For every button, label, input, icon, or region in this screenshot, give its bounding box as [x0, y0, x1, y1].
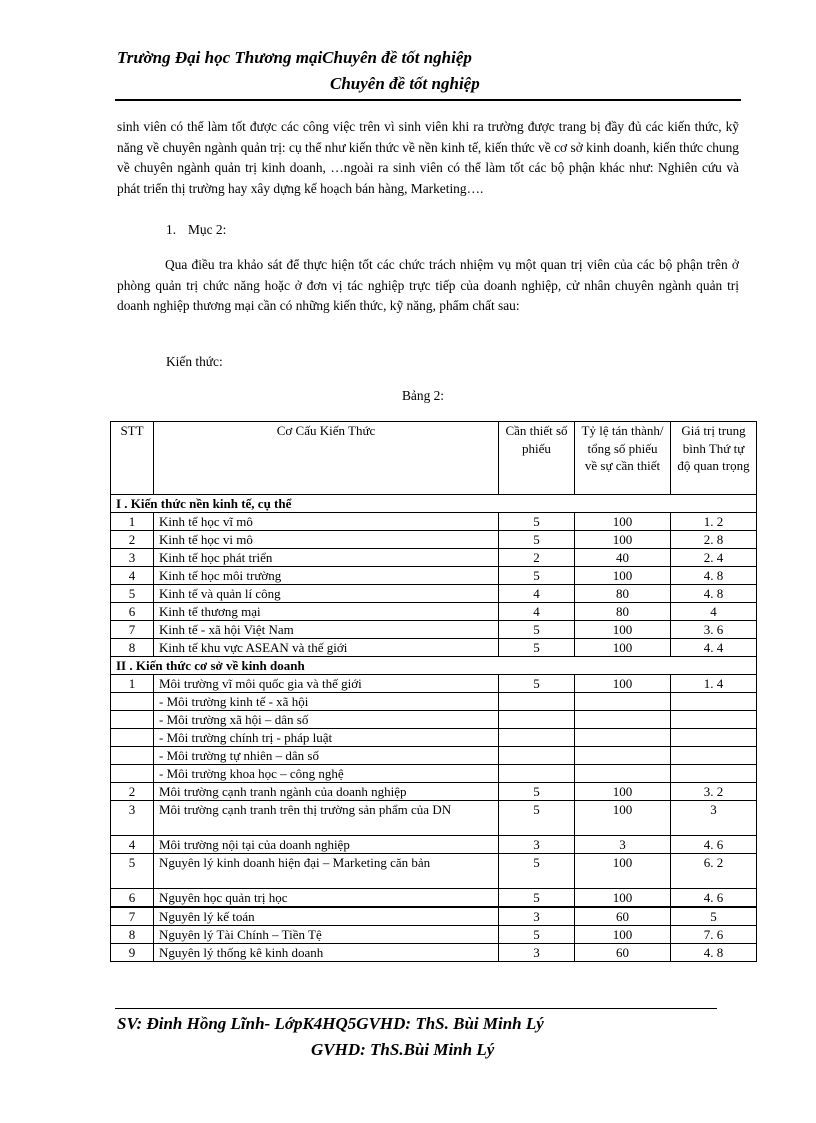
- cell-avg: 2. 8: [671, 531, 757, 549]
- cell-votes: 5: [499, 783, 575, 801]
- sub-row: [111, 711, 757, 729]
- cell-name: Nguyên học quản trị học: [154, 889, 499, 908]
- cell-ratio: 100: [575, 513, 671, 531]
- cell-avg: 1. 2: [671, 513, 757, 531]
- section-title-2: II . Kiến thức cơ sở về kinh doanh: [111, 657, 757, 675]
- cell-avg: 4. 8: [671, 585, 757, 603]
- table-row: [111, 549, 757, 567]
- cell-ratio: 100: [575, 567, 671, 585]
- cell-stt: 5: [111, 585, 154, 603]
- section-2-rows: [111, 783, 757, 962]
- cell-empty: [575, 693, 671, 711]
- cell-name: Nguyên lý kinh doanh hiện đại – Marketing căn bản: [154, 854, 499, 889]
- cell-votes: 5: [499, 926, 575, 944]
- cell-stt: 3: [111, 801, 154, 836]
- knowledge-table: [110, 421, 757, 962]
- cell-sub-name: - Môi trường khoa học – công nghệ: [154, 765, 499, 783]
- paragraph-intro: sinh viên có thể làm tốt được các công việc trên vì sinh viên khi ra trường được trang bị đầy đủ các kiến thức, kỹ năng về chuyên ngành quản trị: cụ thể như kiến thức về nền kinh tế, kiến thức về cơ sở kinh doanh, kiến thức chung về chuyên ngành quản trị kinh doanh, …ngoài ra sinh viên có thể làm tốt các bộ phận khác như: Nghiên cứu và phát triển thị trường hay xây dựng kế hoạch bán hàng, Marketing….: [117, 119, 739, 196]
- cell-sub-name: - Môi trường kinh tế - xã hội: [154, 693, 499, 711]
- table-row: [111, 513, 757, 531]
- footer-rule: [115, 1008, 717, 1009]
- cell-name: Môi trường cạnh tranh trên thị trường sản phẩm của DN: [154, 801, 499, 836]
- cell-votes: 4: [499, 585, 575, 603]
- header-avg: Giá trị trung bình Thứ tự độ quan trọng: [671, 422, 757, 495]
- section-1-rows: [111, 513, 757, 657]
- cell-sub-name: - Môi trường chính trị - pháp luật: [154, 729, 499, 747]
- list-item-muc-2: [166, 222, 226, 238]
- cell-avg: 5: [671, 907, 757, 926]
- table-row: [111, 639, 757, 657]
- cell-votes: 5: [499, 639, 575, 657]
- cell-ratio: 60: [575, 907, 671, 926]
- cell-stt: 6: [111, 889, 154, 908]
- cell-avg: 4. 8: [671, 567, 757, 585]
- cell-empty: [575, 711, 671, 729]
- table-row: [111, 836, 757, 854]
- cell-empty: [111, 693, 154, 711]
- cell-stt: 2: [111, 783, 154, 801]
- cell-avg: 3. 6: [671, 621, 757, 639]
- cell-ratio: 100: [575, 531, 671, 549]
- header-title: Trường Đại học Thương mạiChuyên đề tốt nghiệp: [117, 48, 472, 67]
- cell-avg: 4. 6: [671, 889, 757, 908]
- cell-stt: 8: [111, 639, 154, 657]
- sub-row: [111, 693, 757, 711]
- cell-empty: [671, 711, 757, 729]
- cell-empty: [671, 693, 757, 711]
- cell-empty: [111, 729, 154, 747]
- list-item-number: 1.: [166, 222, 177, 237]
- table-row: [111, 567, 757, 585]
- header-subtitle: Chuyên đề tốt nghiệp: [330, 74, 480, 93]
- cell-ratio: 100: [575, 801, 671, 836]
- cell-empty: [499, 765, 575, 783]
- cell-stt: 1: [111, 513, 154, 531]
- cell-name: Nguyên lý kế toán: [154, 907, 499, 926]
- cell-name: Nguyên lý thống kê kinh doanh: [154, 944, 499, 962]
- cell-votes: 5: [499, 675, 575, 693]
- cell-stt: 7: [111, 621, 154, 639]
- header-ratio: Tỷ lệ tán thành/ tổng số phiếu về sự cần thiết: [575, 422, 671, 495]
- table-row: [111, 907, 757, 926]
- cell-empty: [575, 729, 671, 747]
- cell-name: Nguyên lý Tài Chính – Tiền Tệ: [154, 926, 499, 944]
- header-structure: Cơ Cấu Kiến Thức: [154, 422, 499, 495]
- cell-empty: [111, 765, 154, 783]
- cell-stt: 9: [111, 944, 154, 962]
- cell-avg: 4: [671, 603, 757, 621]
- cell-empty: [111, 747, 154, 765]
- cell-ratio: 3: [575, 836, 671, 854]
- cell-votes: 2: [499, 549, 575, 567]
- cell-stt: 6: [111, 603, 154, 621]
- cell-name: Môi trường cạnh tranh ngành của doanh nghiệp: [154, 783, 499, 801]
- table-header-row: [111, 422, 757, 495]
- cell-name: Môi trường vĩ môi quốc gia và thế giới: [154, 675, 499, 693]
- sub-row: [111, 747, 757, 765]
- cell-stt: 2: [111, 531, 154, 549]
- table-row: [111, 944, 757, 962]
- cell-votes: 3: [499, 944, 575, 962]
- table-row: [111, 854, 757, 889]
- cell-votes: 3: [499, 836, 575, 854]
- cell-empty: [671, 729, 757, 747]
- header-stt: STT: [111, 422, 154, 495]
- cell-stt: 4: [111, 567, 154, 585]
- cell-avg: 7. 6: [671, 926, 757, 944]
- cell-avg: 6. 2: [671, 854, 757, 889]
- cell-votes: 5: [499, 801, 575, 836]
- cell-stt: 8: [111, 926, 154, 944]
- cell-sub-name: - Môi trường xã hội – dân số: [154, 711, 499, 729]
- sub-row: [111, 729, 757, 747]
- cell-avg: 4. 8: [671, 944, 757, 962]
- cell-votes: 5: [499, 889, 575, 908]
- table-row: [111, 531, 757, 549]
- cell-empty: [499, 693, 575, 711]
- table-row: [111, 926, 757, 944]
- cell-name: Kinh tế và quản lí công: [154, 585, 499, 603]
- cell-avg: 1. 4: [671, 675, 757, 693]
- cell-votes: 5: [499, 854, 575, 889]
- section-row: [111, 657, 757, 675]
- knowledge-label: Kiến thức:: [166, 354, 223, 369]
- cell-ratio: 100: [575, 926, 671, 944]
- section-row: [111, 495, 757, 513]
- cell-name: Kinh tế học môi trường: [154, 567, 499, 585]
- cell-avg: 3: [671, 801, 757, 836]
- table-caption: Bảng 2:: [402, 388, 445, 403]
- cell-votes: 5: [499, 567, 575, 585]
- cell-name: Kinh tế học vĩ mô: [154, 513, 499, 531]
- table-row: [111, 585, 757, 603]
- header-rule: [115, 99, 741, 101]
- cell-ratio: 100: [575, 889, 671, 908]
- list-item-label: Mục 2:: [188, 222, 227, 237]
- cell-sub-name: - Môi trường tự nhiên – dân số: [154, 747, 499, 765]
- cell-empty: [499, 747, 575, 765]
- footer-supervisor: GVHD: ThS.Bùi Minh Lý: [311, 1040, 495, 1059]
- cell-votes: 5: [499, 531, 575, 549]
- footer-student: SV: Đinh Hồng Lĩnh- LớpK4HQ5GVHD: ThS. Bùi Minh Lý: [117, 1014, 544, 1033]
- cell-ratio: 100: [575, 783, 671, 801]
- cell-empty: [499, 729, 575, 747]
- cell-votes: 5: [499, 621, 575, 639]
- cell-ratio: 60: [575, 944, 671, 962]
- cell-empty: [671, 747, 757, 765]
- table-row: [111, 675, 757, 693]
- cell-avg: 4. 4: [671, 639, 757, 657]
- table-row: [111, 783, 757, 801]
- cell-avg: 4. 6: [671, 836, 757, 854]
- cell-ratio: 100: [575, 621, 671, 639]
- cell-stt: 5: [111, 854, 154, 889]
- cell-votes: 3: [499, 907, 575, 926]
- cell-avg: 3. 2: [671, 783, 757, 801]
- section-2-sub-rows: [111, 693, 757, 783]
- cell-avg: 2. 4: [671, 549, 757, 567]
- cell-stt: 1: [111, 675, 154, 693]
- cell-empty: [575, 765, 671, 783]
- section-title-1: I . Kiến thức nền kinh tế, cụ thể: [111, 495, 757, 513]
- cell-ratio: 80: [575, 603, 671, 621]
- cell-stt: 7: [111, 907, 154, 926]
- paragraph-survey: Qua điều tra khảo sát để thực hiện tốt các chức trách nhiệm vụ một quan trị viên của các bộ phận trên ở phòng quản trị chức năng hoặc ở đơn vị tác nghiệp trực tiếp của doanh nghiệp, cử nhân chuyên ngành quản trị doanh nghiệp thương mại cần có những kiến thức, kỹ năng, phẩm chất sau:: [117, 257, 739, 313]
- cell-ratio: 100: [575, 854, 671, 889]
- header-votes: Cần thiết số phiếu: [499, 422, 575, 495]
- cell-name: Kinh tế - xã hội Việt Nam: [154, 621, 499, 639]
- cell-ratio: 100: [575, 675, 671, 693]
- cell-name: Môi trường nội tại của doanh nghiệp: [154, 836, 499, 854]
- cell-ratio: 80: [575, 585, 671, 603]
- cell-stt: 4: [111, 836, 154, 854]
- cell-empty: [671, 765, 757, 783]
- table-row: [111, 801, 757, 836]
- cell-ratio: 40: [575, 549, 671, 567]
- cell-votes: 5: [499, 513, 575, 531]
- table-row: [111, 889, 757, 908]
- cell-empty: [499, 711, 575, 729]
- cell-ratio: 100: [575, 639, 671, 657]
- cell-votes: 4: [499, 603, 575, 621]
- cell-name: Kinh tế học phát triển: [154, 549, 499, 567]
- cell-name: Kinh tế khu vực ASEAN và thế giới: [154, 639, 499, 657]
- cell-empty: [111, 711, 154, 729]
- table-row: [111, 603, 757, 621]
- cell-stt: 3: [111, 549, 154, 567]
- cell-name: Kinh tế học vi mô: [154, 531, 499, 549]
- cell-name: Kinh tế thương mại: [154, 603, 499, 621]
- table-row: [111, 621, 757, 639]
- sub-row: [111, 765, 757, 783]
- cell-empty: [575, 747, 671, 765]
